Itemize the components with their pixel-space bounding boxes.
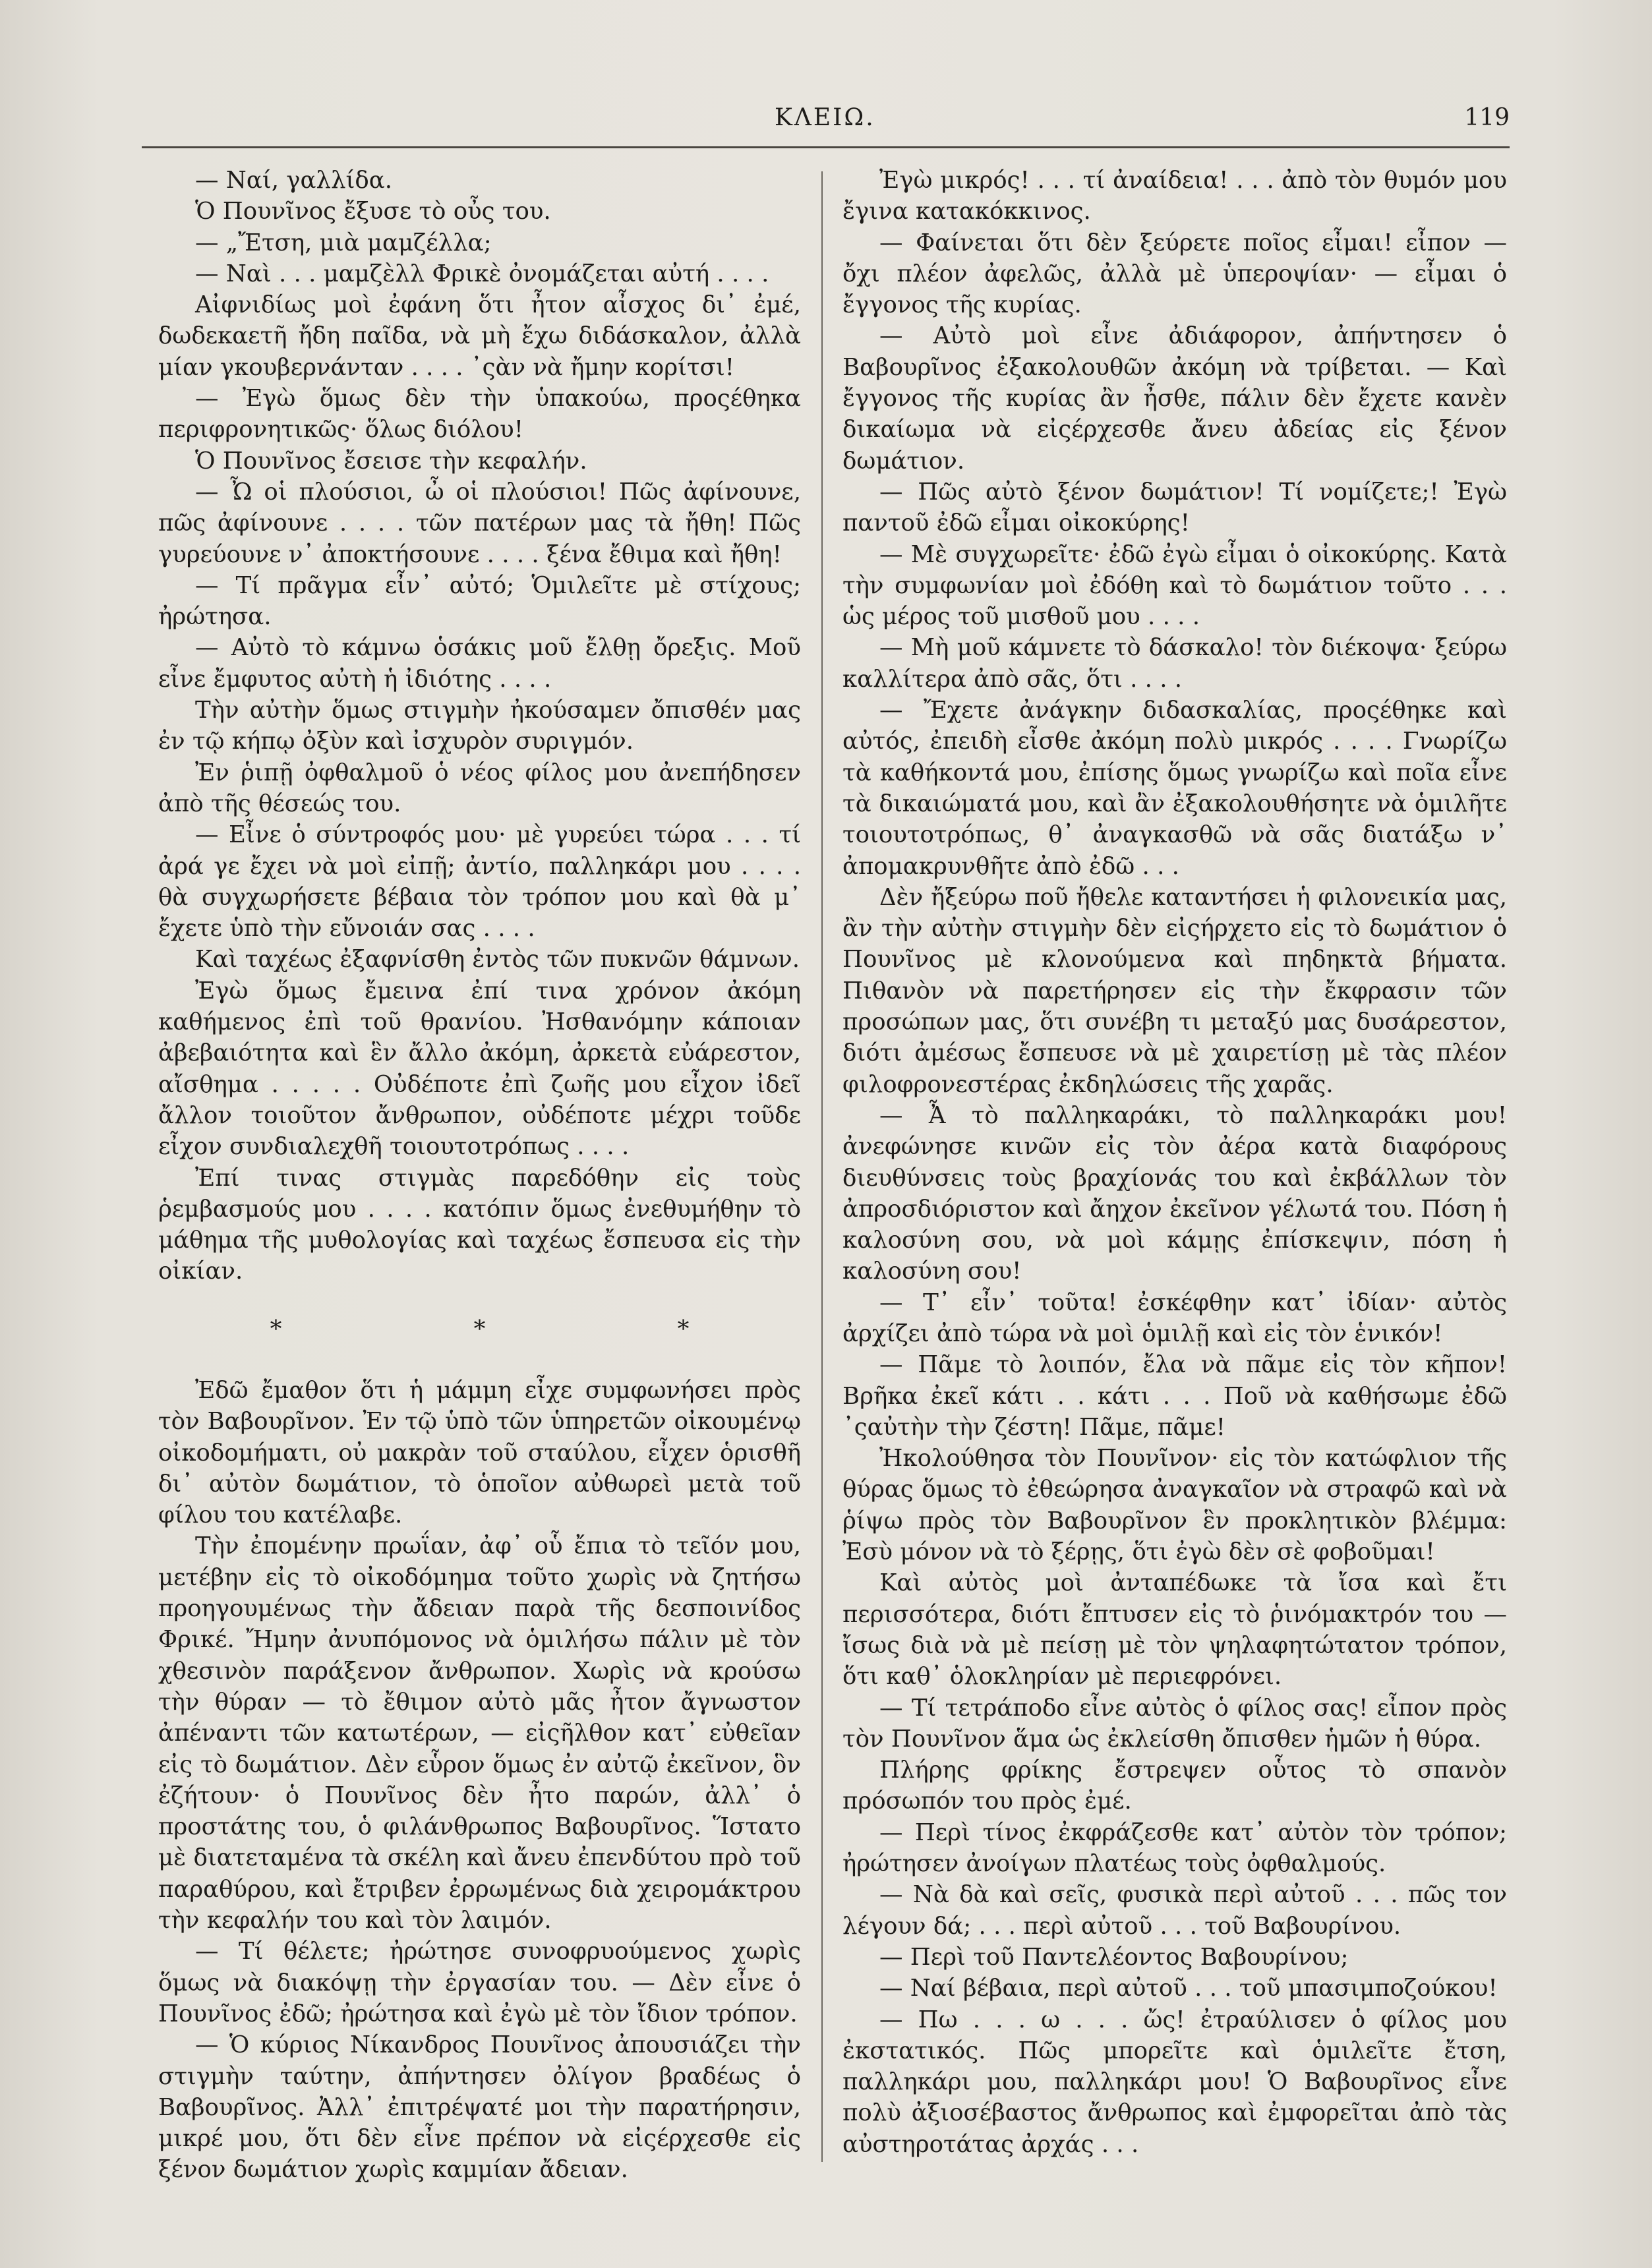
paragraph: — Ὁ κύριος Νίκανδρος Πουνῖνος ἀπουσιάζει τὴν στιγμὴν ταύτην, ἀπήντησεν ὀλίγον βραδέως ὁ Βαβουρῖνος. Ἀλλ᾽ ἐπιτρέψατέ μοι τὴν παρατήρησιν, μικρέ μου, ὅτι δὲν εἶνε πρέπον νὰ εἰςέρχεσθε εἰς ξένον δωμάτιον χωρὶς καμμίαν ἄδειαν. [158, 2031, 801, 2184]
page-number: 119 [1464, 104, 1510, 131]
paragraph: — Ναί, γαλλίδα. [195, 167, 393, 194]
paragraph: — Περὶ τοῦ Παντελέοντος Βαβουρίνου; [879, 1943, 1349, 1971]
column-divider [821, 171, 823, 2162]
paragraph: Καὶ αὐτὸς μοὶ ἀνταπέδωκε τὰ ἴσα καὶ ἔτι περισσότερα, διότι ἔπτυσεν εἰς τὸ ῥινόμακτρόν του — ἴσως διὰ νὰ μὲ πείσῃ μὲ τὸν ψηλαφητώτατον τρόπον, ὅτι καθ᾽ ὁλοκληρίαν μὲ περιεφρόνει. [842, 1569, 1507, 1691]
paragraph: Ἐπί τινας στιγμὰς παρεδόθην εἰς τοὺς ῥεμβασμούς μου . . . . κατόπιν ὅμως ἐνεθυμήθην τὸ μάθημα τῆς μυθολογίας καὶ ταχέως ἔσπευσα εἰς τὴν οἰκίαν. [158, 1164, 801, 1285]
paragraph: Τὴν αὐτὴν ὅμως στιγμὴν ἠκούσαμεν ὄπισθέν μας ἐν τῷ κήπῳ ὀξὺν καὶ ἰσχυρὸν συριγμόν. [158, 697, 801, 755]
paragraph: Τὴν ἐπομένην πρωΐαν, ἀφ᾽ οὗ ἔπια τὸ τεῖόν μου, μετέβην εἰς τὸ οἰκοδόμημα τοῦτο χωρὶς νὰ ζητήσω προηγουμένως τὴν ἄδειαν παρὰ τῆς δεσποινίδος Φρικέ. Ἤμην ἀνυπόμονος νὰ ὁμιλήσω πάλιν μὲ τὸν χθεσινὸν παράξενον ἄνθρωπον. Χωρὶς νὰ κρούσω τὴν θύραν — τὸ ἔθιμον αὐτὸ μᾶς ἦτον ἄγνωστον ἀπέναντι τῶν κατωτέρων, — εἰςῆλθον κατ᾽ εὐθεῖαν εἰς τὸ δωμάτιον. Δὲν εὗρον ὅμως ἐν αὐτῷ ἐκεῖνον, ὃν ἐζήτουν· ὁ Πουνῖνος δὲν ἦτο παρών, ἀλλ᾽ ὁ προστάτης του, ὁ φιλάνθρωπος Βαβουρῖνος. Ἵστατο μὲ διατεταμένα τὰ σκέλη καὶ ἄνευ ἐπενδύτου πρὸ τοῦ παραθύρου, καὶ ἔτριβεν ἐρρωμένως διὰ χειρομάκτρου τὴν κεφαλήν του καὶ τὸν λαιμόν. [158, 1532, 801, 1934]
paragraph: Πλήρης φρίκης ἔστρεψεν οὗτος τὸ σπανὸν πρόσωπόν του πρὸς ἐμέ. [842, 1757, 1507, 1815]
header-rule [142, 146, 1510, 148]
paragraph: — Τί θέλετε; ἠρώτησε συνοφρυούμενος χωρὶς ὅμως νὰ διακόψῃ τὴν ἐργασίαν του. — Δὲν εἶνε ὁ Πουνῖνος ἐδῶ; ἠρώτησα καὶ ἐγὼ μὲ τὸν ἴδιον τρόπον. [158, 1938, 801, 2027]
paragraph: Ὁ Πουνῖνος ἔξυσε τὸ οὖς του. [195, 198, 551, 225]
paragraph: Καὶ ταχέως ἐξαφνίσθη ἐντὸς τῶν πυκνῶν θάμνων. [195, 946, 800, 974]
paragraph: — Εἶνε ὁ σύντροφός μου· μὲ γυρεύει τώρα . . . τί ἀρά γε ἔχει νὰ μοὶ εἰπῇ; ἀντίο, παλληκάρι μου . . . . θὰ συγχωρήσετε βέβαια τὸν τρόπον μου καὶ θὰ μ᾽ ἔχετε ὑπὸ τὴν εὔνοιάν σας . . . . [158, 821, 801, 943]
paragraph: — Ὦ οἱ πλούσιοι, ὦ οἱ πλούσιοι! Πῶς ἀφίνουνε, πῶς ἀφίνουνε . . . . τῶν πατέρων μας τὰ ἤθη! Πῶς γυρεύουνε ν᾽ ἀποκτήσουνε . . . . ξένα ἔθιμα καὶ ἤθη! [158, 478, 801, 568]
paragraph: Ἐγὼ ὅμως ἔμεινα ἐπί τινα χρόνον ἀκόμη καθήμενος ἐπὶ τοῦ θρανίου. Ἠσθανόμην κάποιαν ἀβεβαιότητα καὶ ἓν ἄλλο ἀκόμη, ἀρκετὰ εὐάρεστον, αἴσθημα . . . . . Οὐδέποτε ἐπὶ ζωῆς μου εἶχον ἰδεῖ ἄλλον τοιοῦτον ἄνθρωπον, οὐδέποτε μέχρι τοῦδε εἶχον συνδιαλεχθῆ τοιουτοτρόπως . . . . [158, 977, 801, 1161]
journal-title: ΚΛΕΙΩ. [775, 104, 875, 131]
left-column [158, 165, 801, 2186]
paragraph: — Αὐτὸ μοὶ εἶνε ἀδιάφορον, ἀπήντησεν ὁ Βαβουρῖνος ἐξακολουθῶν ἀκόμη νὰ τρίβεται. — Καὶ ἔγγονος τῆς κυρίας ἂν ἦσθε, πάλιν δὲν ἔχετε κανὲν δικαίωμα νὰ εἰςέρχεσθε ἄνευ ἀδείας εἰς ξένον δωμάτιον. [842, 322, 1507, 475]
paragraph: — Φαίνεται ὅτι δὲν ξεύρετε ποῖος εἶμαι! εἶπον — ὄχι πλέον ἀφελῶς, ἀλλὰ μὲ ὑπεροψίαν· — εἶμαι ὁ ἔγγονος τῆς κυρίας. [842, 229, 1507, 319]
paragraph: — Πω . . . ω . . . ὤς! ἐτραύλισεν ὁ φίλος μου ἐκστατικός. Πῶς μπορεῖτε καὶ ὁμιλεῖτε ἔτση, παλληκάρι μου, παλληκάρι μου! Ὁ Βαβουρῖνος εἶνε πολὺ ἀξιοσέβαστος ἄνθρωπος καὶ ἐμφορεῖται ἀπὸ τὰς αὐστηροτάτας ἀρχάς . . . [842, 2006, 1507, 2158]
paragraph: Ἐγὼ μικρός! . . . τί ἀναίδεια! . . . ἀπὸ τὸν θυμόν μου ἔγινα κατακόκκινος. [842, 167, 1507, 225]
paragraph: — Τί τετράποδο εἶνε αὐτὸς ὁ φίλος σας! εἶπον πρὸς τὸν Πουνῖνον ἅμα ὡς ἐκλείσθη ὄπισθεν ἡμῶν ἡ θύρα. [842, 1694, 1507, 1753]
paragraph: — Αὐτὸ τὸ κάμνω ὁσάκις μοῦ ἔλθῃ ὄρεξις. Μοῦ εἶνε ἔμφυτος αὐτὴ ἡ ἰδιότης . . . . [158, 634, 801, 693]
paragraph: — Πῶς αὐτὸ ξένον δωμάτιον! Τί νομίζετε;! Ἐγὼ παντοῦ ἐδῶ εἶμαι οἰκοκύρης! [842, 478, 1507, 537]
paragraph: — „Ἔτση, μιὰ μαμζέλλα; [195, 229, 492, 256]
paragraph: — Ναὶ . . . μαμζὲλλ Φρικὲ ὀνομάζεται αὐτή . . . . [195, 260, 769, 287]
paragraph: — Ἔχετε ἀνάγκην διδασκαλίας, προςέθηκε καὶ αὐτός, ἐπειδὴ εἶσθε ἀκόμη πολὺ μικρός . . . . Γνωρίζω τὰ καθήκοντά μου, ἐπίσης ὅμως γνωρίζω καὶ ποῖα εἶνε τὰ δικαιώματά μου, καὶ ἂν ἐξακολουθήσητε νὰ ὁμιλῆτε τοιουτοτρόπως, θ᾽ ἀναγκασθῶ νὰ σᾶς διατάξω ν᾽ ἀπομακρυνθῆτε ἀπὸ ἐδῶ . . . [842, 697, 1507, 880]
paragraph: — Πᾶμε τὸ λοιπόν, ἔλα νὰ πᾶμε εἰς τὸν κῆπον! Βρῆκα ἐκεῖ κάτι . . κάτι . . . Ποῦ νὰ καθήσωμε ἐδῶ ᾽ςαὐτὴν τὴν ζέστη! Πᾶμε, πᾶμε! [842, 1351, 1507, 1441]
paragraph: Ἐδῶ ἔμαθον ὅτι ἡ μάμμη εἶχε συμφωνήσει πρὸς τὸν Βαβουρῖνον. Ἐν τῷ ὑπὸ τῶν ὑπηρετῶν οἰκουμένῳ οἰκοδομήματι, οὐ μακρὰν τοῦ σταύλου, εἶχεν ὁρισθῆ δι᾽ αὐτὸν δωμάτιον, τὸ ὁποῖον αὐθωρεὶ μετὰ τοῦ φίλου του κατέλαβε. [158, 1376, 801, 1529]
paragraph: Ἠκολούθησα τὸν Πουνῖνον· εἰς τὸν κατώφλιον τῆς θύρας ὅμως τὸ ἐθεώρησα ἀναγκαῖον νὰ στραφῶ καὶ νὰ ῥίψω πρὸς τὸν Βαβουρῖνον ἓν προκλητικὸν βλέμμα: Ἐσὺ μόνον νὰ τὸ ξέρῃς, ὅτι ἐγὼ δὲν σὲ φοβοῦμαι! [842, 1445, 1507, 1566]
paragraph: — Περὶ τίνος ἐκφράζεσθε κατ᾽ αὐτὸν τὸν τρόπον; ἠρώτησεν ἀνοίγων πλατέως τοὺς ὀφθαλμούς. [842, 1818, 1507, 1878]
paragraph: Ἐν ῥιπῇ ὀφθαλμοῦ ὁ νέος φίλος μου ἀνεπήδησεν ἀπὸ τῆς θέσεώς του. [158, 759, 801, 817]
paragraph: — Ἆ τὸ παλληκαράκι, τὸ παλληκαράκι μου! ἀνεφώνησε κινῶν εἰς τὸν ἀέρα κατὰ διαφόρους διευθύνσεις τοὺς βραχίονάς του καὶ ἐκβάλλων τὸν ἀπροσδιόριστον καὶ ἄηχον ἐκεῖνον γέλωτά του. Πόση ἡ καλοσύνη σου, νὰ μοὶ κάμῃς ἐπίσκεψιν, πόση ἡ καλοσύνη σου! [842, 1101, 1507, 1285]
paragraph: — Μὴ μοῦ κάμνετε τὸ δάσκαλο! τὸν διέκοψα· ξεύρω καλλίτερα ἀπὸ σᾶς, ὅτι . . . . [842, 634, 1507, 693]
running-header [142, 99, 1510, 145]
paragraph: — Ἐγὼ ὅμως δὲν τὴν ὑπακούω, προςέθηκα περιφρονητικῶς· ὅλως διόλου! [158, 385, 801, 444]
paragraph: — Μὲ συγχωρεῖτε· ἐδῶ ἐγὼ εἶμαι ὁ οἰκοκύρης. Κατὰ τὴν συμφωνίαν μοὶ ἐδόθη καὶ τὸ δωμάτιον τοῦτο . . . ὡς μέρος τοῦ μισθοῦ μου . . . . [842, 540, 1507, 631]
right-column [842, 165, 1507, 2160]
paragraph: Δὲν ἤξεύρω ποῦ ἤθελε καταντήσει ἡ φιλονεικία μας, ἂν τὴν αὐτὴν στιγμὴν δὲν εἰςήρχετο εἰς τὸ δωμάτιον ὁ Πουνῖνος μὲ κλονούμενα καὶ πηδηκτὰ βήματα. Πιθανὸν νὰ παρετήρησεν εἰς τὴν ἔκφρασιν τῶν προσώπων μας, ὅτι συνέβη τι μεταξύ μας δυσάρεστον, διότι ἀμέσως ἔσπευσε νὰ μὲ χαιρετίσῃ μὲ τὰς πλέον φιλοφρονεστέρας ἐκδηλώσεις τῆς χαρᾶς. [842, 883, 1507, 1098]
paragraph: — Νὰ δὰ καὶ σεῖς, φυσικὰ περὶ αὐτοῦ . . . πῶς τον λέγουν δά; . . . περὶ αὐτοῦ . . . τοῦ Βαβουρίνου. [842, 1881, 1507, 1940]
paragraph: — Ναί βέβαια, περὶ αὐτοῦ . . . τοῦ μπασιμποζούκου! [879, 1975, 1498, 2002]
paragraph: — Τ᾽ εἶν᾽ τοῦτα! ἐσκέφθην κατ᾽ ἰδίαν· αὐτὸς ἀρχίζει ἀπὸ τώρα νὰ μοὶ ὁμιλῇ καὶ εἰς τὸν ἑνικόν! [842, 1289, 1507, 1347]
section-separator: * * * [270, 1315, 782, 1343]
paragraph: Ὁ Πουνῖνος ἔσεισε τὴν κεφαλήν. [195, 447, 587, 475]
paragraph: Αἰφνιδίως μοὶ ἐφάνη ὅτι ἦτον αἶσχος δι᾽ ἐμέ, δωδεκαετῆ ἤδη παῖδα, νὰ μὴ ἔχω διδάσκαλον, ἀλλὰ μίαν γκουβερνάνταν . . . . ᾽ςὰν νὰ ἤμην κορίτσι! [158, 291, 801, 381]
paragraph: — Τί πρᾶγμα εἶν᾽ αὐτό; Ὁμιλεῖτε μὲ στίχους; ἠρώτησα. [158, 571, 801, 631]
